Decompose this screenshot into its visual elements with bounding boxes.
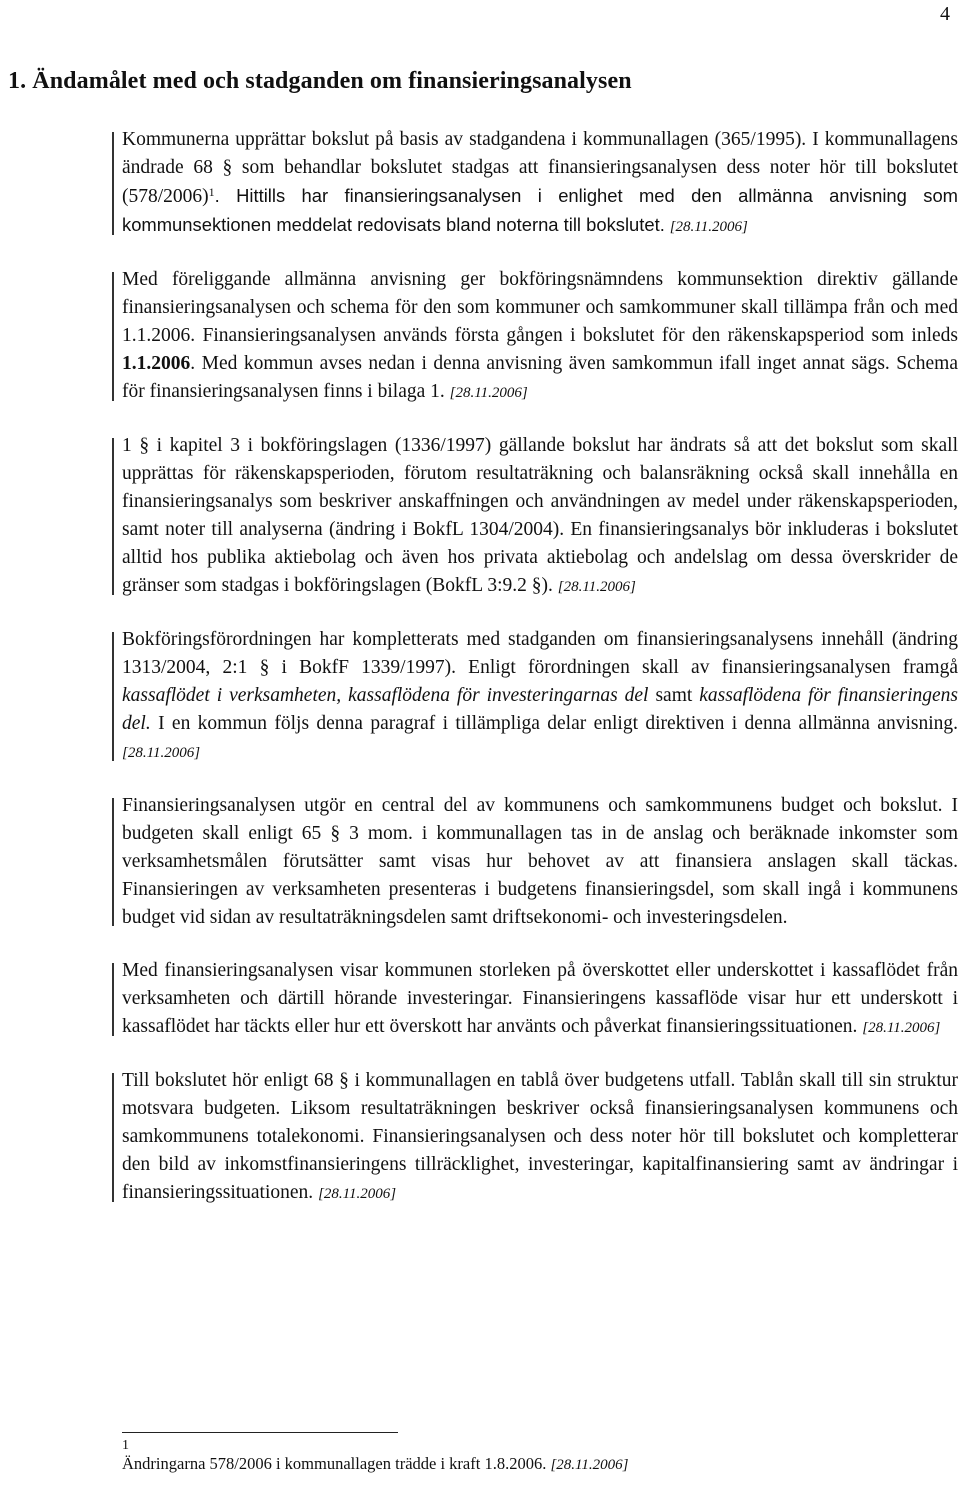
paragraph-4-italic-2: kassaflödena för finansieringens del.	[122, 685, 959, 734]
amendment-date: [28.11.2006]	[669, 219, 748, 235]
footnote-separator	[122, 1432, 398, 1433]
amendment-date: [28.11.2006]	[122, 745, 201, 761]
paragraph-4-text-3: I en kommun följs denna paragraf i tillämpliga delar enligt direktiven i denna allmänna anvisning.	[158, 713, 958, 734]
paragraph-5-text: Finansieringsanalysen utgör en central del av kommunens och samkommunens budget och bokslut. I budgeten skall enligt 65 § 3 mom. i kommunallagen tas in de anslag och beräknade inkomster som verksamhetsmålen förutsätter samt visas hur behovet av att finansiera anslagen skall täckas. Finansieringen av verksamheten presenteras i budgetens finansieringsdel, som skall ingå i kommunens budget vid sidan av resultaträkningsdelen samt driftsekonomi- och investeringsdelen.	[122, 795, 958, 928]
paragraph-4-text: Bokföringsförordningen har kompletterats med stadganden om finansieringsanalysens innehåll (ändring 1313/2004, 2:1 § i BokfF 1339/1997). Enligt förordningen skall av finansieringsanalysen framgå	[122, 629, 958, 678]
document-body	[112, 126, 958, 1233]
paragraph-4-italic-1: kassaflödet i verksamheten, kassaflödena för investeringarnas del	[122, 685, 649, 706]
paragraph-6-text: Med finansieringsanalysen visar kommunen storleken på överskottet eller underskottet i kassaflödet från verksamheten och därtill hörande investeringar. Finansieringens kassaflöde visar hur ett underskott i kassaflödet har täckts eller hur ett överskott har använts och påverkat finansieringssituationen.	[122, 960, 958, 1037]
footnote-text: Ändringarna 578/2006 i kommunallagen trädde i kraft 1.8.2006.	[122, 1454, 547, 1473]
paragraph-2	[112, 266, 958, 407]
footnote-ref: 1	[208, 185, 215, 199]
amendment-date: [28.11.2006]	[318, 1186, 397, 1202]
paragraph-1-text-2: . Hittills har finansieringsanalysen i enlighet med den allmänna anvisning som kommunsektionen meddelat redovisats bland noterna till bokslutet.	[122, 185, 958, 235]
paragraph-7-text: Till bokslutet hör enligt 68 § i kommunallagen en tablå över budgetens utfall. Tablån skall till sin struktur motsvara budgeten. Liksom resultaträkningen beskriver också finansieringsanalysen kommunens och samkommunens totalekonomi. Finansieringsanalysen och dess noter hör till bokslutet och kompletterar den bild av inkomstfinansieringens tillräcklighet, investeringar, kapitalfinansiering samt av ändringar i finansieringssituationen.	[122, 1070, 958, 1203]
footnote	[122, 1438, 822, 1475]
paragraph-7	[112, 1067, 958, 1208]
amendment-date: [28.11.2006]	[557, 579, 636, 595]
paragraph-1	[112, 126, 958, 241]
paragraph-3	[112, 432, 958, 601]
section-heading: 1. Ändamålet med och stadganden om finansieringsanalysen	[8, 68, 632, 94]
amendment-date: [28.11.2006]	[449, 385, 528, 401]
paragraph-3-text: 1 § i kapitel 3 i bokföringslagen (1336/1997) gällande bokslut har ändrats så att det bokslut som skall upprättas för räkenskapsperioden, förutom resultaträkning och balansräkning också skall innehålla en finansieringsanalys som beskriver anskaffningen och användningen av medel under räkenskapsperioden, samt noter till analyserna (ändring i BokfL 1304/2004). En finansieringsanalys bör inkluderas i bokslutet alltid hos publika aktiebolag och även hos privata aktiebolag och andelslag om dessa överskrider de gränser som stadgas i bokföringslagen (BokfL 3:9.2 §).	[122, 435, 958, 596]
paragraph-6	[112, 957, 958, 1042]
footnote-amendment-date: [28.11.2006]	[550, 1457, 629, 1473]
paragraph-5	[112, 792, 958, 932]
paragraph-4-text-2: samt	[655, 685, 693, 706]
paragraph-2-text: Med föreliggande allmänna anvisning ger bokföringsnämndens kommunsektion direktiv gällande finansieringsanalysen och schema för den som kommuner och samkommuner skall tillämpa från och med 1.1.2006. Finansieringsanalysen används första gången i bokslutet för den räkenskapsperiod som inleds	[122, 269, 958, 346]
amendment-date: [28.11.2006]	[862, 1020, 941, 1036]
paragraph-4	[112, 626, 958, 767]
paragraph-2-text-2: . Med kommun avses nedan i denna anvisning även samkommun ifall inget annat sägs. Schema för finansieringsanalysen finns i bilaga 1.	[122, 353, 958, 402]
paragraph-2-date: 1.1.2006	[122, 353, 191, 374]
paragraph-1-text: Kommunerna upprättar bokslut på basis av stadgandena i kommunallagen (365/1995). I kommunallagens ändrade 68 § som behandlar bokslutet stadgas att finansieringsanalysen dess noter hör till bokslutet (578/2006)	[122, 129, 958, 207]
footnote-marker: 1	[122, 1438, 129, 1453]
page-number: 4	[940, 3, 950, 25]
